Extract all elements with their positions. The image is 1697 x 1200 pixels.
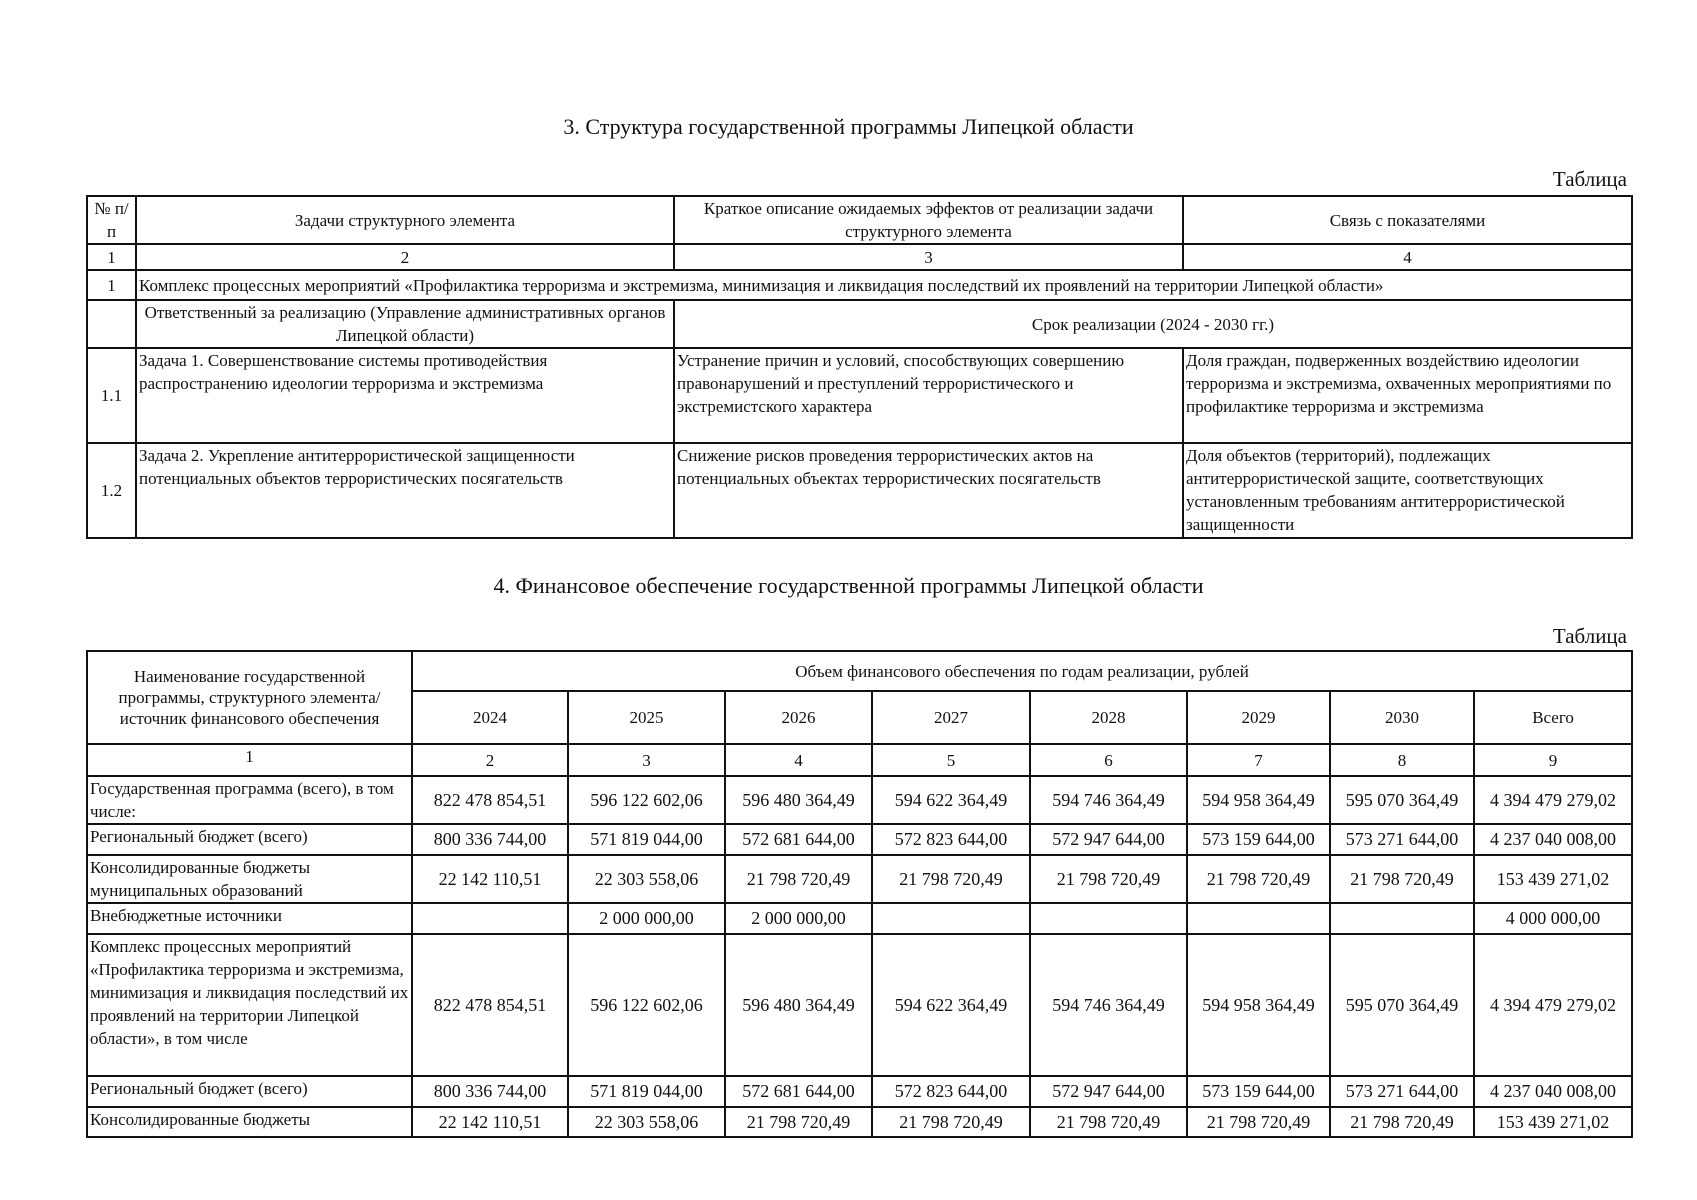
year-header: 2024 [412,691,568,744]
value-cell: 800 336 744,00 [412,824,568,855]
section3-table-label: Таблица [1552,167,1627,191]
section4-title: 4. Финансовое обеспечение государственной программы Липецкой области [493,573,1204,598]
header-num: № п/п [87,196,136,244]
value-cell: 594 746 364,49 [1030,934,1187,1076]
colnum: 4 [725,744,872,776]
year-header: 2030 [1330,691,1474,744]
value-cell: 800 336 744,00 [412,1076,568,1107]
finance-colnum-row [87,744,1632,776]
value-cell: 822 478 854,51 [412,776,568,824]
total-cell: 153 439 271,02 [1474,855,1632,903]
task-row [87,443,1632,538]
task-effect: Устранение причин и условий, способствующих совершению правонарушений и преступлений террористического и экстремистского характера [674,348,1183,443]
colnum: 3 [568,744,725,776]
task-text: Задача 1. Совершенствование системы противодействия распространению идеологии терроризма и экстремизма [136,348,674,443]
finance-table [86,650,1633,1138]
row-name: Внебюджетные источники [87,903,412,934]
complex-num: 1 [87,270,136,300]
total-cell: 4 000 000,00 [1474,903,1632,934]
total-header: Всего [1474,691,1632,744]
finance-row [87,1076,1632,1107]
row-name: Консолидированные бюджеты [87,1107,412,1137]
value-cell: 21 798 720,49 [1030,855,1187,903]
value-cell: 572 947 644,00 [1030,1076,1187,1107]
value-cell: 594 622 364,49 [872,934,1030,1076]
value-cell: 21 798 720,49 [872,855,1030,903]
task-num: 1.2 [87,443,136,538]
task-effect: Снижение рисков проведения террористических актов на потенциальных объектах террористических посягательств [674,443,1183,538]
value-cell: 572 947 644,00 [1030,824,1187,855]
year-header: 2028 [1030,691,1187,744]
finance-row [87,1107,1632,1137]
total-cell: 4 394 479 279,02 [1474,776,1632,824]
year-header: 2025 [568,691,725,744]
row-name: Консолидированные бюджеты муниципальных образований [87,855,412,903]
value-cell: 572 823 644,00 [872,824,1030,855]
value-cell [412,903,568,934]
finance-row [87,776,1632,824]
row-name: Региональный бюджет (всего) [87,824,412,855]
row-name: Государственная программа (всего), в том числе: [87,776,412,824]
value-cell: 21 798 720,49 [872,1107,1030,1137]
value-cell: 21 798 720,49 [725,855,872,903]
value-cell: 594 746 364,49 [1030,776,1187,824]
responsible-row [87,300,1632,348]
colnum: 9 [1474,744,1632,776]
colnum: 8 [1330,744,1474,776]
value-cell: 2 000 000,00 [725,903,872,934]
value-cell: 573 271 644,00 [1330,1076,1474,1107]
value-cell: 594 958 364,49 [1187,934,1330,1076]
finance-row [87,824,1632,855]
colnum-3: 3 [674,244,1183,270]
task-row [87,348,1632,443]
year-header: 2026 [725,691,872,744]
period-cell: Срок реализации (2024 - 2030 гг.) [674,300,1632,348]
name-header: Наименование государственной программы, структурного элемента/источник финансового обеспечения [87,651,412,744]
colnum: 2 [412,744,568,776]
colnum: 1 [87,744,412,776]
value-cell: 22 303 558,06 [568,855,725,903]
value-cell: 594 622 364,49 [872,776,1030,824]
finance-header-row-1 [87,651,1632,691]
value-cell: 22 142 110,51 [412,855,568,903]
finance-row [87,855,1632,903]
row-name: Региональный бюджет (всего) [87,1076,412,1107]
finance-row [87,934,1632,1076]
task-num: 1.1 [87,348,136,443]
value-cell [1330,903,1474,934]
task-indicator: Доля объектов (территорий), подлежащих антитеррористической защите, соответствующих установленным требованиям антитеррористической защищенности [1183,443,1632,538]
value-cell: 596 122 602,06 [568,776,725,824]
year-header: 2029 [1187,691,1330,744]
value-cell: 596 122 602,06 [568,934,725,1076]
value-cell: 572 681 644,00 [725,1076,872,1107]
colnum-2: 2 [136,244,674,270]
total-cell: 4 394 479 279,02 [1474,934,1632,1076]
value-cell: 822 478 854,51 [412,934,568,1076]
value-cell [1187,903,1330,934]
value-cell: 571 819 044,00 [568,1076,725,1107]
colnum: 5 [872,744,1030,776]
structure-colnum-row [87,244,1632,270]
responsible-cell: Ответственный за реализацию (Управление административных органов Липецкой области) [136,300,674,348]
volume-header: Объем финансового обеспечения по годам реализации, рублей [412,651,1632,691]
total-cell: 153 439 271,02 [1474,1107,1632,1137]
value-cell: 594 958 364,49 [1187,776,1330,824]
value-cell: 595 070 364,49 [1330,934,1474,1076]
header-indicators: Связь с показателями [1183,196,1632,244]
colnum: 7 [1187,744,1330,776]
value-cell: 573 159 644,00 [1187,824,1330,855]
year-header: 2027 [872,691,1030,744]
value-cell: 21 798 720,49 [1187,855,1330,903]
value-cell: 21 798 720,49 [1030,1107,1187,1137]
value-cell: 596 480 364,49 [725,776,872,824]
header-effects: Краткое описание ожидаемых эффектов от реализации задачи структурного элемента [674,196,1183,244]
colnum-4: 4 [1183,244,1632,270]
complex-row [87,270,1632,300]
value-cell: 595 070 364,49 [1330,776,1474,824]
value-cell: 22 303 558,06 [568,1107,725,1137]
structure-table [86,195,1633,539]
value-cell: 21 798 720,49 [1330,855,1474,903]
value-cell: 2 000 000,00 [568,903,725,934]
value-cell [1030,903,1187,934]
value-cell: 571 819 044,00 [568,824,725,855]
task-text: Задача 2. Укрепление антитеррористической защищенности потенциальных объектов террористических посягательств [136,443,674,538]
colnum: 6 [1030,744,1187,776]
value-cell [872,903,1030,934]
header-tasks: Задачи структурного элемента [136,196,674,244]
value-cell: 572 681 644,00 [725,824,872,855]
empty-cell [87,300,136,348]
value-cell: 22 142 110,51 [412,1107,568,1137]
section3-title: 3. Структура государственной программы Липецкой области [563,114,1134,139]
section4-table-label: Таблица [1552,624,1627,648]
colnum-1: 1 [87,244,136,270]
task-indicator: Доля граждан, подверженных воздействию идеологии терроризма и экстремизма, охваченных мероприятиями по профилактике терроризма и экстремизма [1183,348,1632,443]
total-cell: 4 237 040 008,00 [1474,1076,1632,1107]
row-name: Комплекс процессных мероприятий «Профилактика терроризма и экстремизма, минимизация и ликвидация последствий их проявлений на территории Липецкой области», в том числе [87,934,412,1076]
value-cell: 596 480 364,49 [725,934,872,1076]
structure-header-row [87,196,1632,244]
value-cell: 573 271 644,00 [1330,824,1474,855]
value-cell: 21 798 720,49 [1330,1107,1474,1137]
finance-row [87,903,1632,934]
total-cell: 4 237 040 008,00 [1474,824,1632,855]
complex-title: Комплекс процессных мероприятий «Профилактика терроризма и экстремизма, минимизация и ликвидация последствий их проявлений на территории Липецкой области» [136,270,1632,300]
value-cell: 573 159 644,00 [1187,1076,1330,1107]
value-cell: 572 823 644,00 [872,1076,1030,1107]
value-cell: 21 798 720,49 [1187,1107,1330,1137]
value-cell: 21 798 720,49 [725,1107,872,1137]
